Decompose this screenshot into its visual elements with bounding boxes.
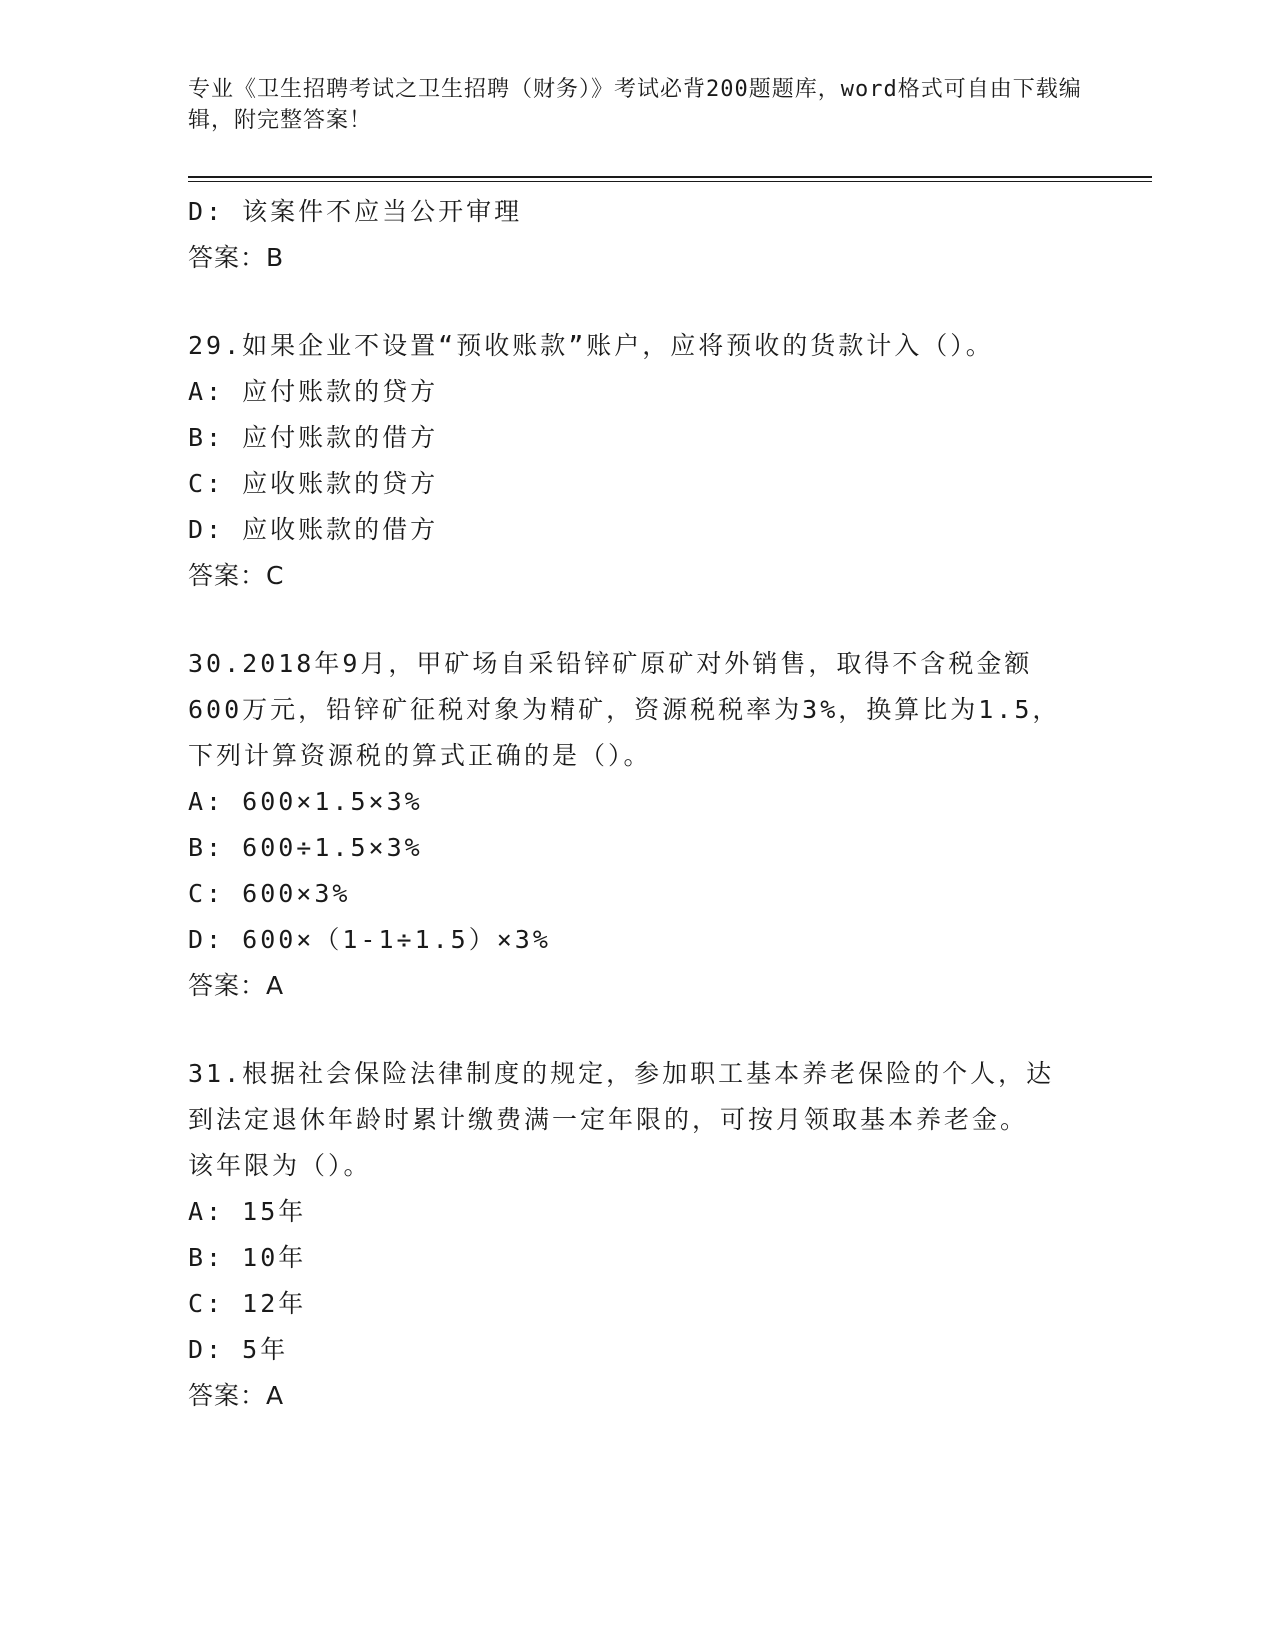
option-d: D: 应收账款的借方 [188,515,439,544]
answer-line: 答案：B [188,243,285,272]
option-b: B: 10年 [188,1243,307,1272]
option-d: D: 600×（1-1÷1.5）×3% [188,925,551,954]
question-31 [188,1051,1088,1419]
question-text [188,1051,1088,1189]
question-line: 600万元，铅锌矿征税对象为精矿，资源税税率为3%，换算比为1.5， [188,695,1061,724]
option-c: C: 600×3% [188,879,351,908]
option-b: B: 600÷1.5×3% [188,833,423,862]
question-line: 该年限为（）。 [188,1151,372,1180]
option-c: C: 应收账款的贷方 [188,469,439,498]
answer-line: 答案：C [188,561,285,590]
previous-question-tail [188,189,1088,281]
document-intro: 专业《卫生招聘考试之卫生招聘（财务）》考试必背200题题库，word格式可自由下载编辑，附完整答案！ [188,77,1082,133]
option-d: D: 5年 [188,1335,289,1364]
question-30 [188,641,1088,1009]
option-a: A: 600×1.5×3% [188,787,423,816]
answer-line: 答案：A [188,971,285,1000]
question-line: 31.根据社会保险法律制度的规定，参加职工基本养老保险的个人，达 [188,1059,1055,1088]
answer-line: 答案：A [188,1381,285,1410]
option-a: A: 应付账款的贷方 [188,377,439,406]
option-b: B: 应付账款的借方 [188,423,439,452]
option-d: D: 该案件不应当公开审理 [188,197,523,226]
header-divider-thin [188,181,1152,182]
question-line: 29.如果企业不设置“预收账款”账户，应将预收的货款计入（）。 [188,331,994,360]
document-body [188,189,1088,1419]
option-a: A: 15年 [188,1197,307,1226]
question-line: 下列计算资源税的算式正确的是（）。 [188,741,652,770]
question-line: 30.2018年9月，甲矿场自采铅锌矿原矿对外销售，取得不含税金额 [188,649,1033,678]
question-29 [188,323,1088,599]
option-c: C: 12年 [188,1289,307,1318]
question-line: 到法定退休年龄时累计缴费满一定年限的，可按月领取基本养老金。 [188,1105,1029,1134]
question-text [188,323,1088,369]
header-divider-thick [188,176,1152,178]
question-text [188,641,1088,779]
